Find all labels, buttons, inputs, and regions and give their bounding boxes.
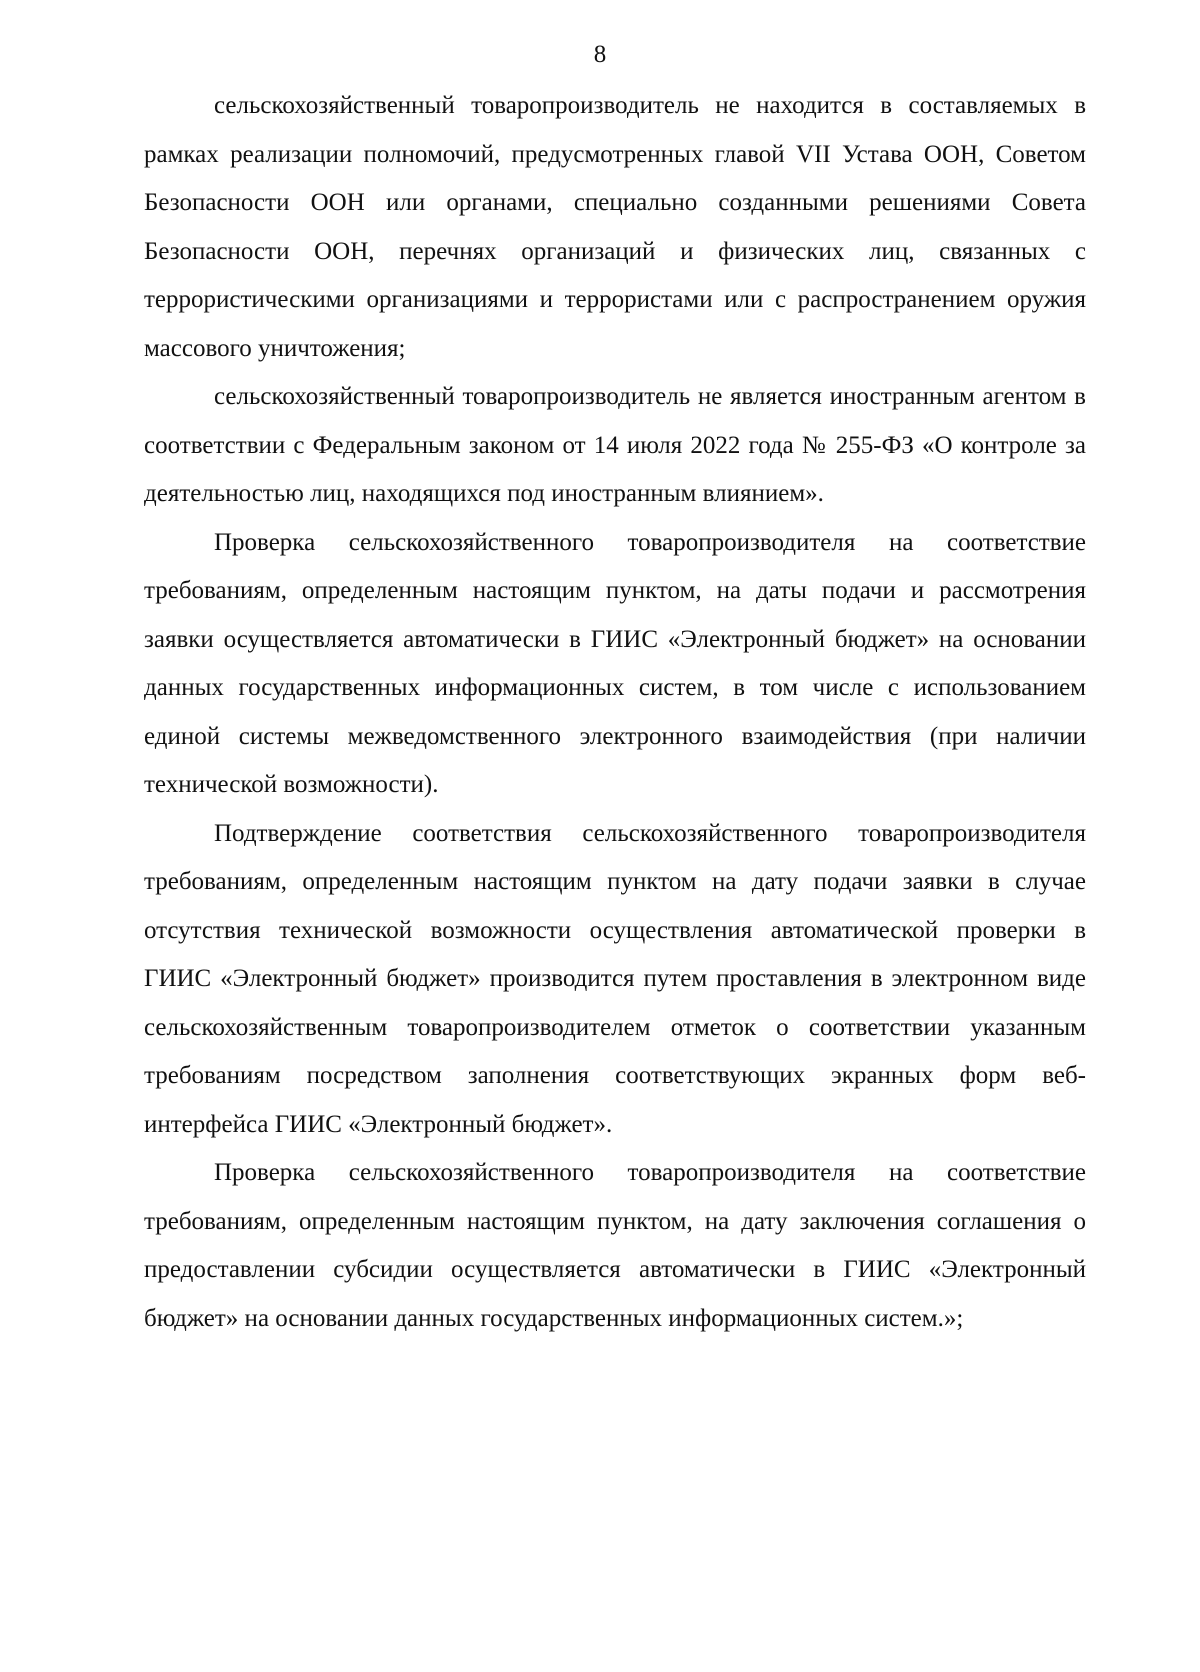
page-number: 8	[593, 41, 607, 68]
document-body	[144, 82, 1086, 1343]
paragraph-automatic-check: Проверка сельскохозяйственного товаропроизводителя на соответствие требованиям, определенным настоящим пунктом, на даты подачи и рассмотрения заявки осуществляется автоматически в ГИИС «Электронный бюджет» на основании данных государственных информационных систем, в том числе с использованием единой системы межведомственного электронного взаимодействия (при наличии технической возможности).	[144, 528, 1086, 798]
paragraph-confirmation: Подтверждение соответствия сельскохозяйственного товаропроизводителя требованиям, определенным настоящим пунктом на дату подачи заявки в случае отсутствия технической возможности осуществления автоматической проверки в ГИИС «Электронный бюджет» производится путем проставления в электронном виде сельскохозяйственным товаропроизводителем отметок о соответствии указанным требованиям посредством заполнения соответствующих экранных форм веб-интерфейса ГИИС «Электронный бюджет».	[144, 819, 1086, 1138]
paragraph-un-lists: сельскохозяйственный товаропроизводитель не находится в составляемых в рамках реализации полномочий, предусмотренных главой VII Устава ООН, Советом Безопасности ООН или органами, специально созданными решениями Совета Безопасности ООН, перечнях организаций и физических лиц, связанных с террористическими организациями и террористами или с распространением оружия массового уничтожения;	[144, 92, 1086, 362]
paragraph-agreement-check: Проверка сельскохозяйственного товаропроизводителя на соответствие требованиям, определенным настоящим пунктом, на дату заключения соглашения о предоставлении субсидии осуществляется автоматически в ГИИС «Электронный бюджет» на основании данных государственных информационных систем.»;	[144, 1159, 1086, 1332]
paragraph-foreign-agent: сельскохозяйственный товаропроизводитель не является иностранным агентом в соответствии с Федеральным законом от 14 июля 2022 года № 255-ФЗ «О контроле за деятельностью лиц, находящихся под иностранным влиянием».	[144, 383, 1086, 507]
